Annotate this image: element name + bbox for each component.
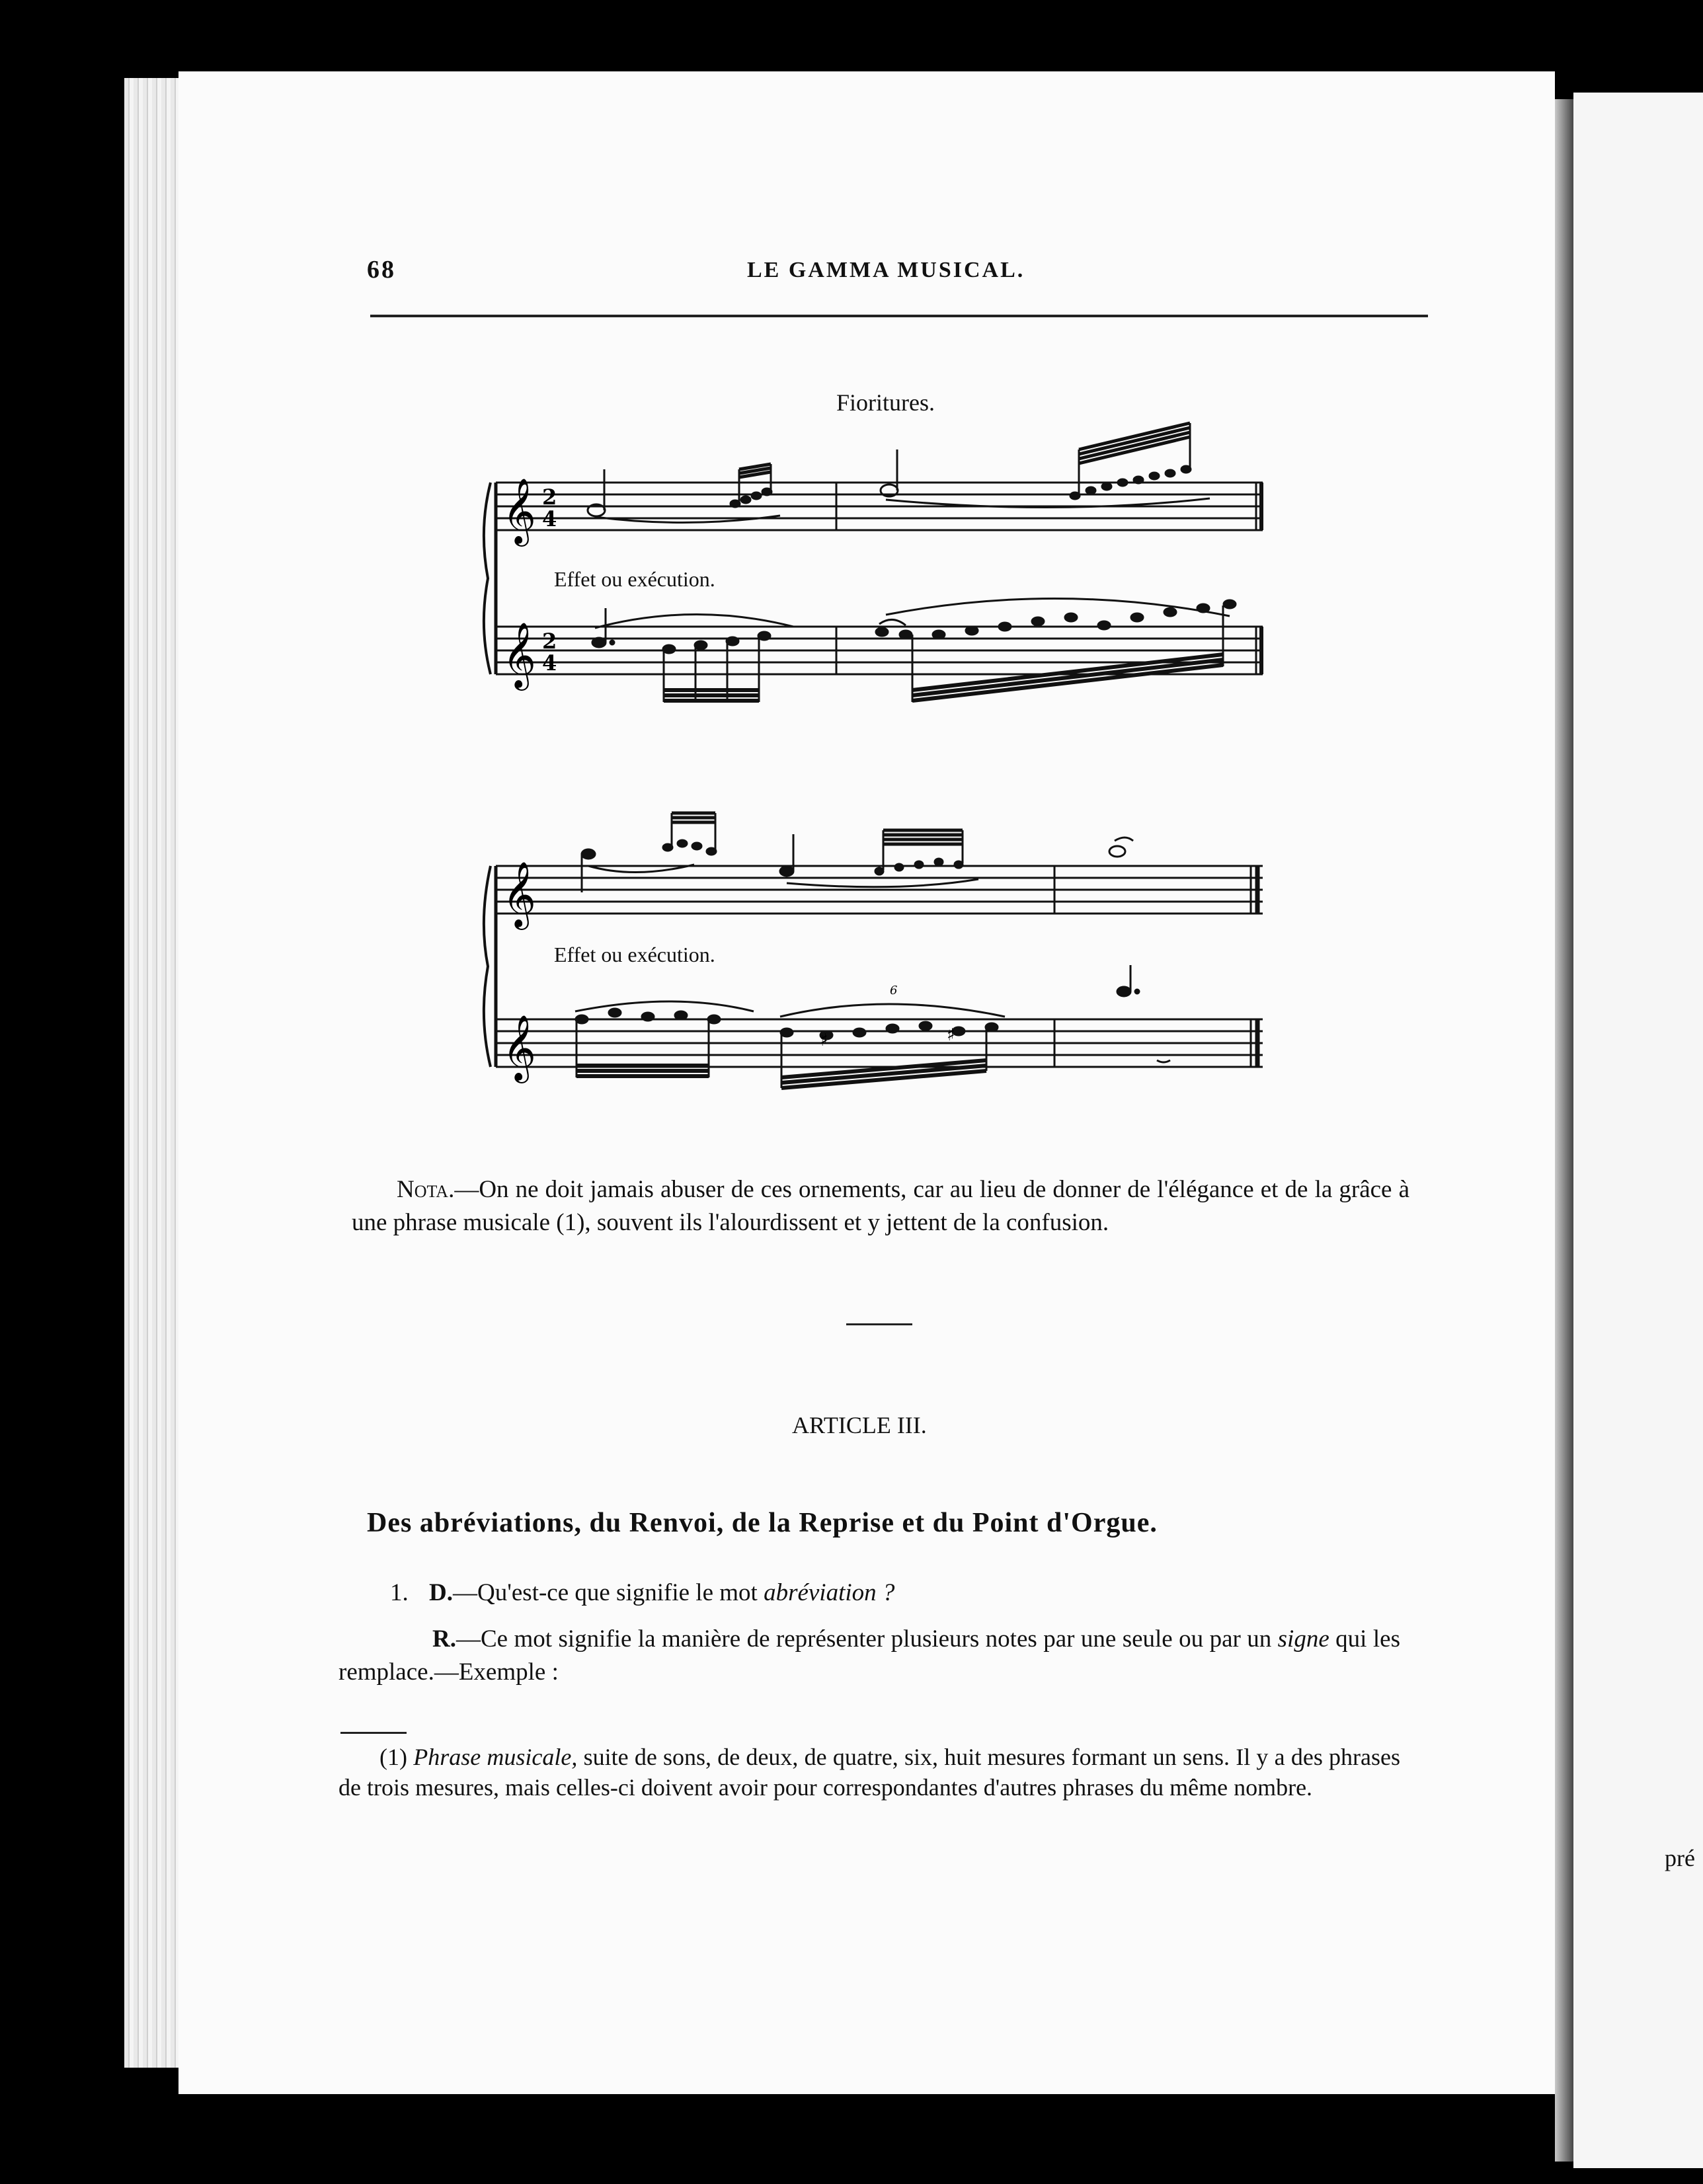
tuplet-number: 6 bbox=[890, 984, 898, 997]
running-title: LE GAMMA MUSICAL. bbox=[747, 258, 1025, 282]
footnote-rule bbox=[340, 1732, 407, 1734]
section-divider bbox=[846, 1323, 912, 1325]
treble-clef-icon: 𝄞 bbox=[502, 622, 536, 688]
nota-label: Nota. bbox=[397, 1176, 455, 1203]
page-stack-edge bbox=[124, 78, 184, 2068]
article-title: Des abréviations, du Renvoi, de la Reprise et du Point d'Orgue. bbox=[367, 1508, 1158, 1538]
page-number: 68 bbox=[367, 256, 396, 284]
question-term: abréviation ? bbox=[764, 1579, 895, 1606]
question-text: —Qu'est-ce que signifie le mot bbox=[452, 1579, 764, 1606]
answer-text-2: qui les remplace.—Exemple : bbox=[338, 1625, 1400, 1686]
time-signature-bottom: 4 bbox=[542, 650, 557, 676]
footnote bbox=[338, 1742, 1400, 1803]
nota-paragraph bbox=[352, 1173, 1409, 1239]
answer-term: signe bbox=[1277, 1625, 1329, 1653]
adjacent-page bbox=[1573, 93, 1703, 2168]
header-rule bbox=[370, 315, 1428, 317]
sharp-icon: ♯ bbox=[947, 1025, 955, 1045]
footnote-text: suite de sons, de deux, de quatre, six, huit mesures formant un sens. Il y a des phrases de trois mesures, mais celles-ci doivent avoir pour correspondantes d'autres phrases du même nombre. bbox=[338, 1744, 1401, 1801]
question-line bbox=[390, 1577, 1421, 1610]
time-signature-top: 2 bbox=[542, 485, 557, 510]
treble-clef-icon: 𝄞 bbox=[502, 861, 536, 927]
answer-paragraph bbox=[338, 1623, 1400, 1689]
answer-text-1: —Ce mot signifie la manière de représenter plusieurs notes par une seule ou par un bbox=[455, 1625, 1278, 1653]
footnote-term: Phrase musicale, bbox=[413, 1744, 578, 1770]
effect-label: Effet ou exécution. bbox=[554, 943, 715, 966]
treble-clef-icon: 𝄞 bbox=[502, 478, 536, 544]
time-signature-top: 2 bbox=[542, 629, 557, 654]
question-number: 1. bbox=[390, 1579, 409, 1606]
adjacent-page-text: pré bbox=[1665, 1845, 1695, 1871]
time-signature-bottom: 4 bbox=[542, 506, 557, 531]
effect-label: Effet ou exécution. bbox=[554, 567, 715, 591]
music-caption: Fioritures. bbox=[836, 389, 935, 416]
sharp-icon: ♯ bbox=[820, 1031, 828, 1050]
nota-text: —On ne doit jamais abuser de ces ornements, car au lieu de donner de l'élégance et de la grâce à une phrase musicale (1), souvent ils l'alourdissent et y jettent de la confusion. bbox=[352, 1176, 1409, 1236]
article-number: ARTICLE III. bbox=[792, 1412, 927, 1438]
footnote-marker: (1) bbox=[379, 1744, 407, 1770]
treble-clef-icon: 𝄞 bbox=[502, 1015, 536, 1081]
question-letter: D. bbox=[429, 1579, 453, 1606]
answer-letter: R. bbox=[432, 1625, 456, 1653]
